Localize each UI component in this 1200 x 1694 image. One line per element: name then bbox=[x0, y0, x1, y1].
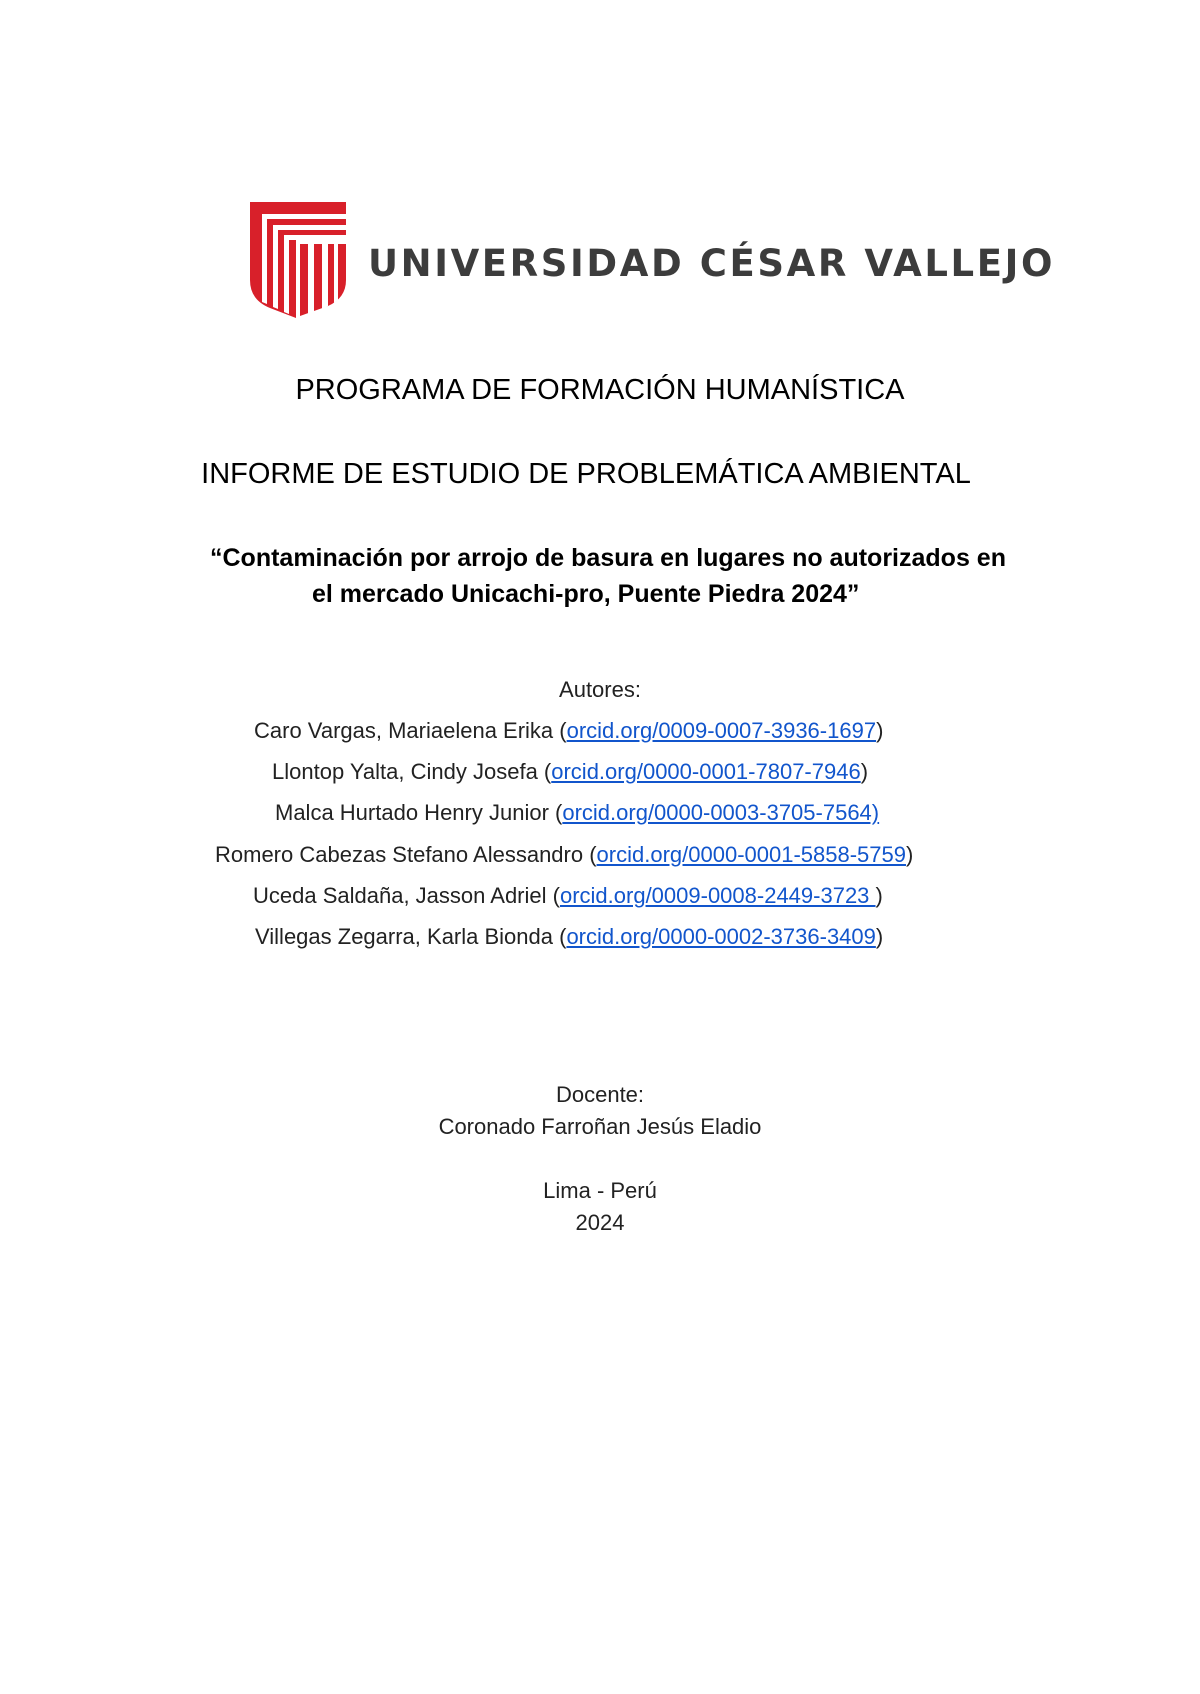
orcid-link[interactable]: orcid.org/0009-0007-3936-1697 bbox=[566, 718, 877, 743]
author-close: ) bbox=[906, 842, 914, 867]
orcid-link[interactable]: orcid.org/0000-0001-5858-5759 bbox=[596, 842, 906, 867]
author-row bbox=[215, 842, 913, 868]
title-line-1: “Contaminación por arrojo de basura en lugares no autorizados en bbox=[210, 544, 1006, 572]
author-row bbox=[275, 800, 879, 826]
orcid-link[interactable]: orcid.org/0000-0002-3736-3409 bbox=[566, 924, 876, 949]
author-close: ) bbox=[860, 759, 869, 784]
orcid-link[interactable]: orcid.org/0009-0008-2449-3723 bbox=[559, 883, 876, 908]
university-logo bbox=[248, 200, 1056, 318]
location: Lima - Perú bbox=[543, 1178, 657, 1203]
teacher-name: Coronado Farroñan Jesús Eladio bbox=[438, 1114, 762, 1139]
university-name: UNIVERSIDAD CÉSAR VALLEJO bbox=[368, 242, 1056, 285]
title-line-2: el mercado Unicachi-pro, Puente Piedra 2024” bbox=[312, 580, 860, 608]
author-row bbox=[254, 718, 883, 744]
program-heading: PROGRAMA DE FORMACIÓN HUMANÍSTICA bbox=[295, 374, 905, 406]
author-name: Uceda Saldaña, Jasson Adriel ( bbox=[253, 883, 560, 908]
author-name: Malca Hurtado Henry Junior ( bbox=[275, 800, 563, 825]
report-heading: INFORME DE ESTUDIO DE PROBLEMÁTICA AMBIENTAL bbox=[201, 458, 971, 490]
author-row bbox=[272, 759, 868, 785]
author-close: ) bbox=[875, 924, 884, 949]
author-name: Romero Cabezas Stefano Alessandro ( bbox=[215, 842, 597, 867]
orcid-link[interactable]: orcid.org/0000-0001-7807-7946 bbox=[551, 759, 861, 784]
author-row bbox=[255, 924, 883, 950]
author-name: Caro Vargas, Mariaelena Erika ( bbox=[254, 718, 567, 743]
author-close: ) bbox=[875, 883, 883, 908]
teacher-label: Docente: bbox=[555, 1082, 645, 1107]
authors-label: Autores: bbox=[559, 677, 641, 702]
year: 2024 bbox=[575, 1210, 625, 1235]
author-name: Llontop Yalta, Cindy Josefa ( bbox=[272, 759, 552, 784]
author-row bbox=[253, 883, 883, 909]
author-name: Villegas Zegarra, Karla Bionda ( bbox=[255, 924, 567, 949]
author-close: ) bbox=[876, 718, 884, 743]
university-shield-icon bbox=[248, 200, 348, 318]
orcid-link[interactable]: orcid.org/0000-0003-3705-7564) bbox=[562, 800, 880, 825]
